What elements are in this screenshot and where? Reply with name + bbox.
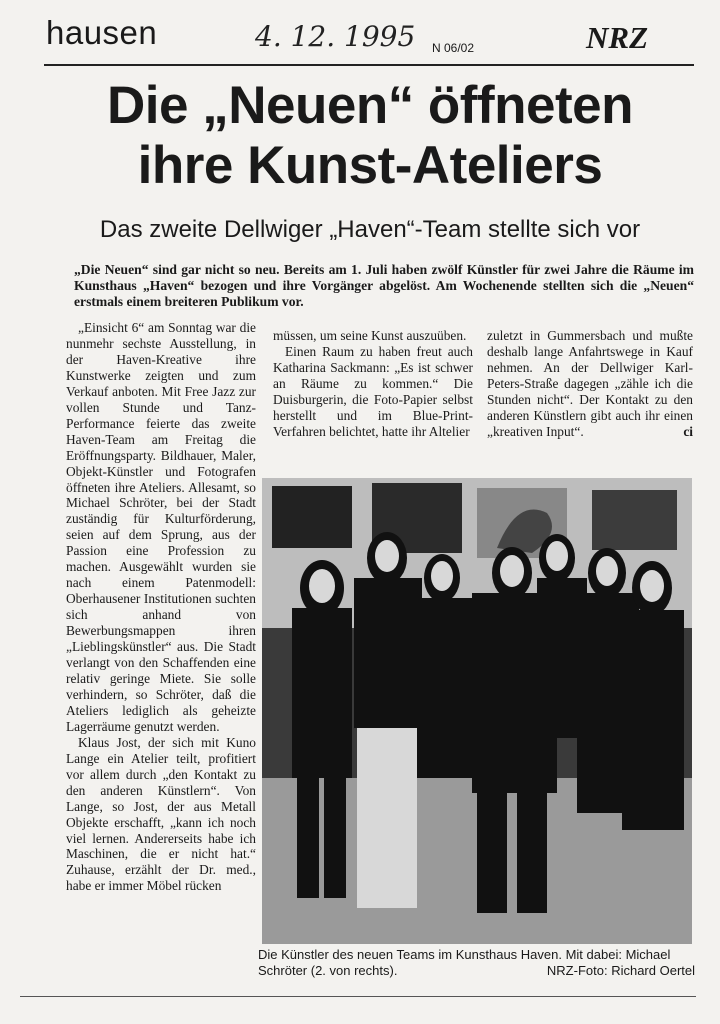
column-2-paragraph-2: Einen Raum zu haben freut auch Katharina Sackmann: „Es ist schwer an Räume zu kommen.“ Die Duisburgerin, die Foto-Papier selbst herstellt und im Blue-Print-Verfahren belichtet, hatte ihr Altelier: [273, 343, 473, 439]
group-photo: [262, 478, 692, 944]
headline: [40, 76, 700, 196]
bottom-divider: [20, 996, 696, 997]
column-1-paragraph-1: „Einsicht 6“ am Sonntag war die nunmehr sechste Ausstellung, in der Haven-Kreative ihre Kunstwerke zeigten und zum Verkauf anboten. Mit Free Jazz zur vollen Stunde und Tanz-Performance feierte das zweite Haven-Team am Freitag die Eröffnungsparty. Bildhauer, Maler, Objekt-Künstler und Fotografen öffneten ihre Ateliers. Allesamt, so Michael Schröter, bei der Stadt zuständig für Kulturförderung, seien auf dem Sprung, aus der Passion eine Profession zu machen. Ausgewählt wurden sie nach einem Patenmodell: Oberhausener Institutionen suchten sich anhand von Bewerbungsmappen ihren „Lieblingskünstler“ aus. Die Stadt verlangt von den Schaffenden eine relativ geringe Miete. Sie solle verhindern, so Schröter, daß die Ateliers lediglich als geheizte Lagerräume genutzt werden.: [66, 320, 256, 734]
group-photo-illustration: [262, 478, 692, 944]
photo-caption: [258, 947, 695, 979]
article-column-2: [273, 328, 473, 440]
photo-credit: NRZ-Foto: Richard Oertel: [546, 963, 695, 978]
handwritten-date: 4. 12. 1995: [255, 20, 416, 53]
issue-code: N 06/02: [432, 41, 475, 55]
article-column-1: [66, 320, 256, 988]
header-divider: [44, 64, 694, 66]
nrz-logo: NRZ: [586, 20, 648, 55]
lead-paragraph: „Die Neuen“ sind gar nicht so neu. Bereits am 1. Juli haben zwölf Künstler für zwei Jahre die Räume im Kunsthaus „Haven“ bezogen und ihre Vorgänger abgelöst. Am Wochenende stellten sich die „Neuen“ erstmals einem breiteren Publikum vor.: [74, 262, 694, 309]
column-2-paragraph-1: müssen, um seine Kunst auszuüben.: [273, 328, 467, 343]
headline-line-2: ihre Kunst-Ateliers: [137, 136, 603, 195]
article-column-3: [487, 328, 693, 440]
caption-text: Die Künstler des neuen Teams im Kunsthaus Haven. Mit dabei: Michael Schröter (2. von rechts).: [258, 947, 671, 978]
subtitle: Das zweite Dellwiger „Haven“-Team stellte sich vor: [99, 216, 641, 243]
column-1-paragraph-2: Klaus Jost, der sich mit Kuno Lange ein Atelier teilt, profitiert vor allem durch „den Kontakt zu den anderen Künstlern“. Von Lange, so Jost, der aus Metall Objekte erschafft, „kann ich noch viel lernen. Andererseits habe ich Maschinen, die er nicht hat.“ Zuhause, erzählt der Dr. med., habe er immer Möbel rücken: [66, 734, 256, 894]
author-initials: ci: [683, 423, 693, 439]
section-name: hausen: [46, 14, 158, 51]
headline-line-1: Die „Neuen“ öffneten: [107, 76, 633, 135]
column-3-paragraph-1: zuletzt in Gummersbach und mußte deshalb lange Anfahrtswege in Kauf nehmen. An der Dellwiger Karl-Peters-Straße dagegen „zähle ich die Stunden nicht“. Der Kontakt zu den anderen Künstlern gibt auch ihr einen „kreativen Input“.: [487, 328, 693, 439]
